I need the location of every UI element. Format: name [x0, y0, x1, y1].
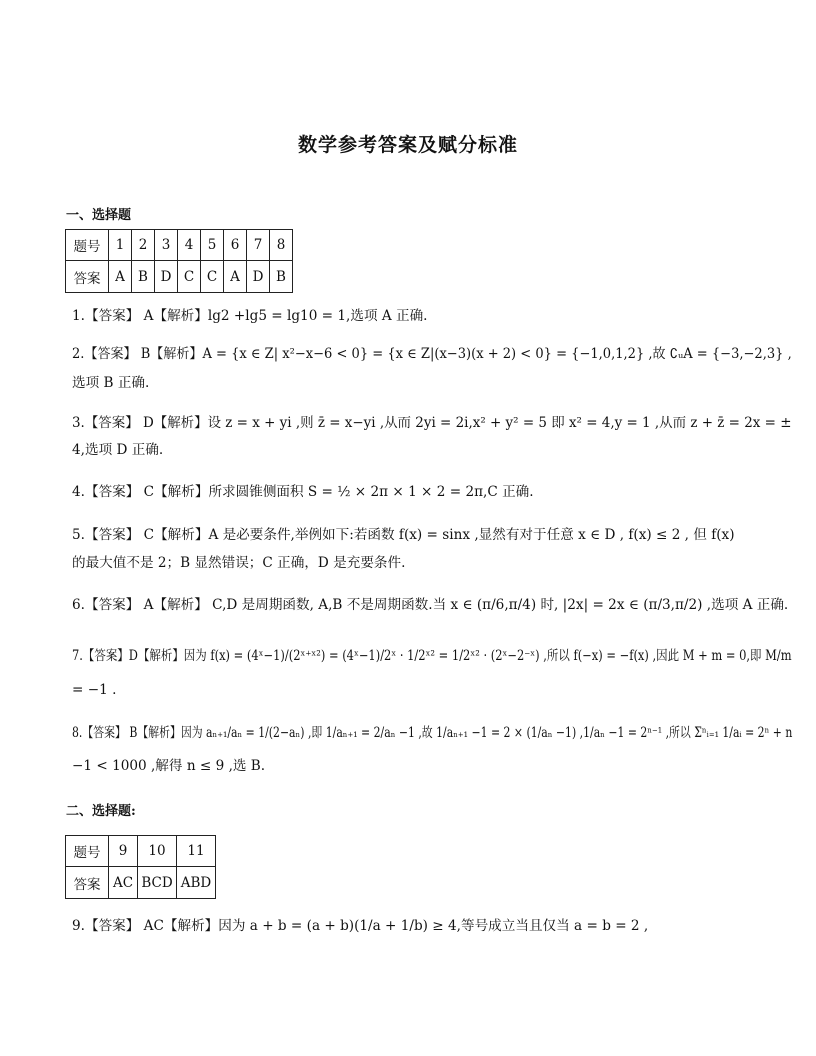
- row-header: 答案: [66, 261, 109, 293]
- table-row-answers: [66, 261, 293, 293]
- table-cell: B: [270, 261, 293, 293]
- answer-line-8: 8.【答案】 B【解析】因为 aₙ₊₁/aₙ = 1/(2−aₙ) ,即 1/aₙ₊₁ = 2/aₙ −1 ,故 1/aₙ₊₁ −1 = 2 × (1/aₙ −1) ,1/aₙ −1 = 2ⁿ⁻¹ ,所以 Σⁿᵢ₌₁ 1/aᵢ = 2ⁿ + n: [72, 725, 793, 741]
- section-heading-choice: 一、选择题: [66, 208, 132, 223]
- table-row-numbers: [66, 230, 293, 261]
- row-header: 题号: [66, 230, 109, 261]
- table-cell: A: [224, 261, 247, 293]
- table-cell: BCD: [138, 867, 177, 899]
- answer-line-1: 1.【答案】 A【解析】lg2 +lg5 = lg10 = 1,选项 A 正确.: [72, 308, 428, 324]
- table-cell: D: [247, 261, 270, 293]
- row-header: 题号: [66, 836, 109, 867]
- answer-line-2-cont: 选项 B 正确.: [72, 375, 150, 391]
- table-cell: 1: [109, 230, 132, 261]
- table-cell: C: [178, 261, 201, 293]
- table-row-answers: [66, 867, 216, 899]
- table-cell: 3: [155, 230, 178, 261]
- answer-table-2: [65, 835, 216, 899]
- table-cell: B: [132, 261, 155, 293]
- answer-line-3: 3.【答案】 D【解析】设 z = x + yi ,则 z̄ = x−yi ,从而 2yi = 2i,x² + y² = 5 即 x² = 4,y = 1 ,从而 z + z̄ = 2x = ±: [72, 415, 792, 431]
- table-cell: 9: [109, 836, 138, 867]
- section-heading-multi-choice: 二、选择题:: [66, 804, 136, 819]
- table-cell: 8: [270, 230, 293, 261]
- table-cell: 5: [201, 230, 224, 261]
- answer-line-7: 7.【答案】D【解析】因为 f(x) = (4ˣ−1)/(2ˣ⁺ˣ²) = (4ˣ−1)/2ˣ · 1/2ˣ² = 1/2ˣ² · (2ˣ−2⁻ˣ) ,所以 f(−x) = −f(x) ,因此 M + m = 0,即 M/m: [72, 648, 792, 664]
- answer-line-6: 6.【答案】 A【解析】 C,D 是周期函数, A,B 不是周期函数.当 x ∈ (π/6,π/4) 时, |2x| = 2x ∈ (π/3,π/2) ,选项 A 正确.: [72, 597, 789, 613]
- answer-line-7-cont: = −1 .: [72, 682, 117, 698]
- answer-table-1: [65, 229, 293, 293]
- answer-line-3-cont: 4,选项 D 正确.: [72, 442, 164, 458]
- page-title: 数学参考答案及赋分标准: [297, 134, 518, 156]
- table-cell: C: [201, 261, 224, 293]
- table-cell: A: [109, 261, 132, 293]
- table-row-numbers: [66, 836, 216, 867]
- table-cell: AC: [109, 867, 138, 899]
- table-cell: 11: [177, 836, 216, 867]
- table-cell: 7: [247, 230, 270, 261]
- answer-line-5-cont: 的最大值不是 2；B 显然错误；C 正确，D 是充要条件.: [72, 555, 406, 571]
- table-cell: 10: [138, 836, 177, 867]
- answer-line-4: 4.【答案】 C【解析】所求圆锥侧面积 S = ½ × 2π × 1 × 2 = 2π,C 正确.: [72, 484, 534, 500]
- answer-line-8-cont: −1 < 1000 ,解得 n ≤ 9 ,选 B.: [72, 758, 266, 774]
- answer-line-5: 5.【答案】 C【解析】A 是必要条件,举例如下:若函数 f(x) = sinx ,显然有对于任意 x ∈ D , f(x) ≤ 2 , 但 f(x): [72, 527, 735, 543]
- answer-line-2: 2.【答案】 B【解析】A = {x ∈ Z| x²−x−6 < 0} = {x ∈ Z|(x−3)(x + 2) < 0} = {−1,0,1,2} ,故 ∁ᵤA = {−3,−2,3} ,: [72, 346, 792, 362]
- table-cell: ABD: [177, 867, 216, 899]
- answer-line-9: 9.【答案】 AC【解析】因为 a + b = (a + b)(1/a + 1/b) ≥ 4,等号成立当且仅当 a = b = 2 ,: [72, 918, 649, 934]
- table-cell: 4: [178, 230, 201, 261]
- row-header: 答案: [66, 867, 109, 899]
- table-cell: 6: [224, 230, 247, 261]
- table-cell: D: [155, 261, 178, 293]
- table-cell: 2: [132, 230, 155, 261]
